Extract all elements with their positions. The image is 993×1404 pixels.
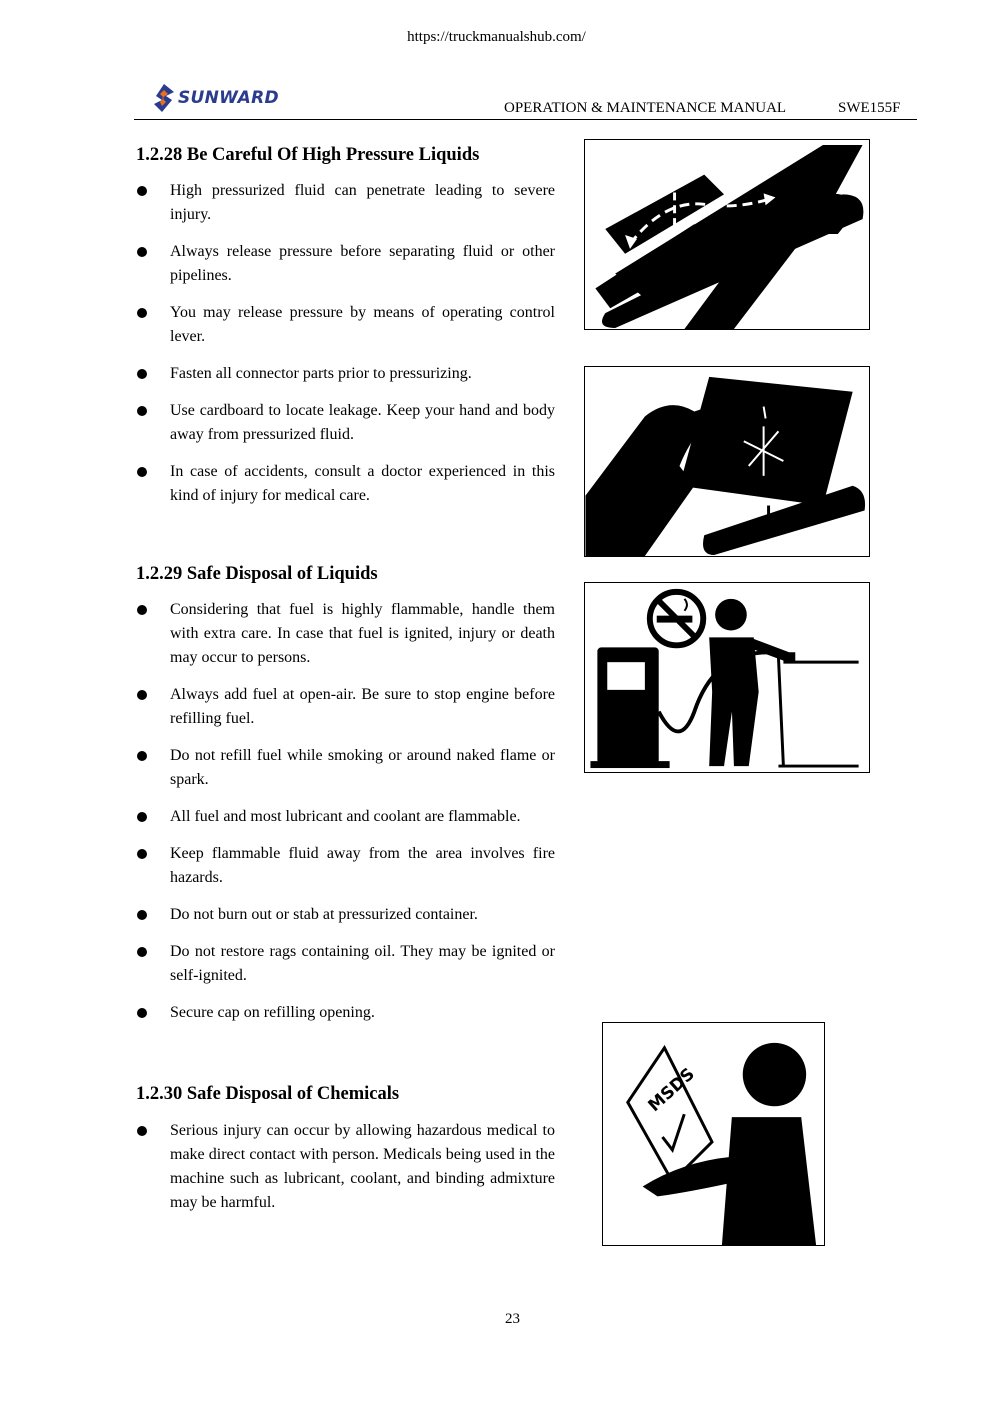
- list-item: [136, 940, 555, 988]
- bullet-icon: [137, 247, 147, 257]
- list-item-text: Secure cap on refilling opening.: [170, 1004, 375, 1021]
- section-title-disposal-liquids: 1.2.29 Safe Disposal of Liquids: [136, 564, 378, 584]
- list-item-text: Keep flammable fluid away from the area involves fire hazards.: [170, 845, 555, 886]
- section-title-disposal-chemicals: 1.2.30 Safe Disposal of Chemicals: [136, 1084, 400, 1104]
- high-pressure-list: [136, 179, 555, 521]
- bullet-icon: [137, 751, 147, 761]
- fuel-pump-person-icon: [585, 583, 869, 772]
- hand-fluid-injection-icon: [585, 140, 869, 329]
- list-item: [136, 179, 555, 227]
- list-item: [136, 240, 555, 288]
- list-item: [136, 301, 555, 349]
- brand-name: SUNWARD: [178, 88, 279, 108]
- bullet-icon: [137, 849, 147, 859]
- bullet-icon: [137, 812, 147, 822]
- bullet-icon: [137, 910, 147, 920]
- source-url[interactable]: https://truckmanualshub.com/: [407, 29, 586, 45]
- cardboard-leak-icon: [585, 367, 869, 556]
- list-item: [136, 362, 555, 386]
- bullet-icon: [137, 406, 147, 416]
- list-item: [136, 1001, 555, 1025]
- disposal-liquids-list: [136, 598, 555, 1038]
- figure-pressure-injection: [584, 139, 870, 330]
- bullet-icon: [137, 690, 147, 700]
- figure-refuel-no-smoking: [584, 582, 870, 773]
- model-number: SWE155F: [838, 100, 901, 116]
- list-item: [136, 399, 555, 447]
- list-item: [136, 805, 555, 829]
- list-item-text: Always add fuel at open-air. Be sure to stop engine before refilling fuel.: [170, 686, 555, 727]
- list-item: [136, 744, 555, 792]
- list-item-text: Do not restore rags containing oil. They may be ignited or self-ignited.: [170, 943, 555, 984]
- bullet-icon: [137, 308, 147, 318]
- list-item: [136, 598, 555, 670]
- list-item-text: All fuel and most lubricant and coolant are flammable.: [170, 808, 521, 825]
- manual-title: OPERATION & MAINTENANCE MANUAL: [504, 100, 787, 116]
- header-divider: [134, 119, 917, 120]
- list-item: [136, 903, 555, 927]
- list-item-text: High pressurized fluid can penetrate leading to severe injury.: [170, 182, 555, 223]
- disposal-chemicals-list: [136, 1119, 555, 1228]
- brand-logo: [152, 82, 279, 114]
- list-item-text: Use cardboard to locate leakage. Keep your hand and body away from pressurized fluid.: [170, 402, 555, 443]
- list-item-text: Considering that fuel is highly flammable, handle them with extra care. In case that fuel is ignited, injury or death may occur to persons.: [170, 601, 555, 666]
- bullet-icon: [137, 369, 147, 379]
- bullet-icon: [137, 605, 147, 615]
- page-number: 23: [505, 1311, 520, 1327]
- msds-label: MSDS: [643, 1063, 699, 1116]
- sunward-logo-icon: [152, 82, 176, 114]
- list-item: [136, 683, 555, 731]
- figure-cardboard-leak: [584, 366, 870, 557]
- list-item: [136, 460, 555, 508]
- list-item-text: Fasten all connector parts prior to pressurizing.: [170, 365, 472, 382]
- list-item-text: You may release pressure by means of operating control lever.: [170, 304, 555, 345]
- bullet-icon: [137, 947, 147, 957]
- msds-sheet-person-icon: [603, 1023, 824, 1245]
- bullet-icon: [137, 1126, 147, 1136]
- list-item-text: Always release pressure before separating fluid or other pipelines.: [170, 243, 555, 284]
- bullet-icon: [137, 467, 147, 477]
- bullet-icon: [137, 186, 147, 196]
- list-item-text: Do not refill fuel while smoking or around naked flame or spark.: [170, 747, 555, 788]
- list-item-text: Serious injury can occur by allowing hazardous medical to make direct contact with person. Medicals being used in the machine such as lubricant, coolant, and binding admixture may be harmful.: [170, 1122, 555, 1211]
- no-smoking-icon: [650, 592, 703, 645]
- section-title-high-pressure: 1.2.28 Be Careful Of High Pressure Liquids: [136, 145, 480, 165]
- figure-msds: [602, 1022, 825, 1246]
- bullet-icon: [137, 1008, 147, 1018]
- list-item: [136, 842, 555, 890]
- list-item-text: Do not burn out or stab at pressurized container.: [170, 906, 478, 923]
- list-item-text: In case of accidents, consult a doctor experienced in this kind of injury for medical care.: [170, 463, 555, 504]
- list-item: [136, 1119, 555, 1215]
